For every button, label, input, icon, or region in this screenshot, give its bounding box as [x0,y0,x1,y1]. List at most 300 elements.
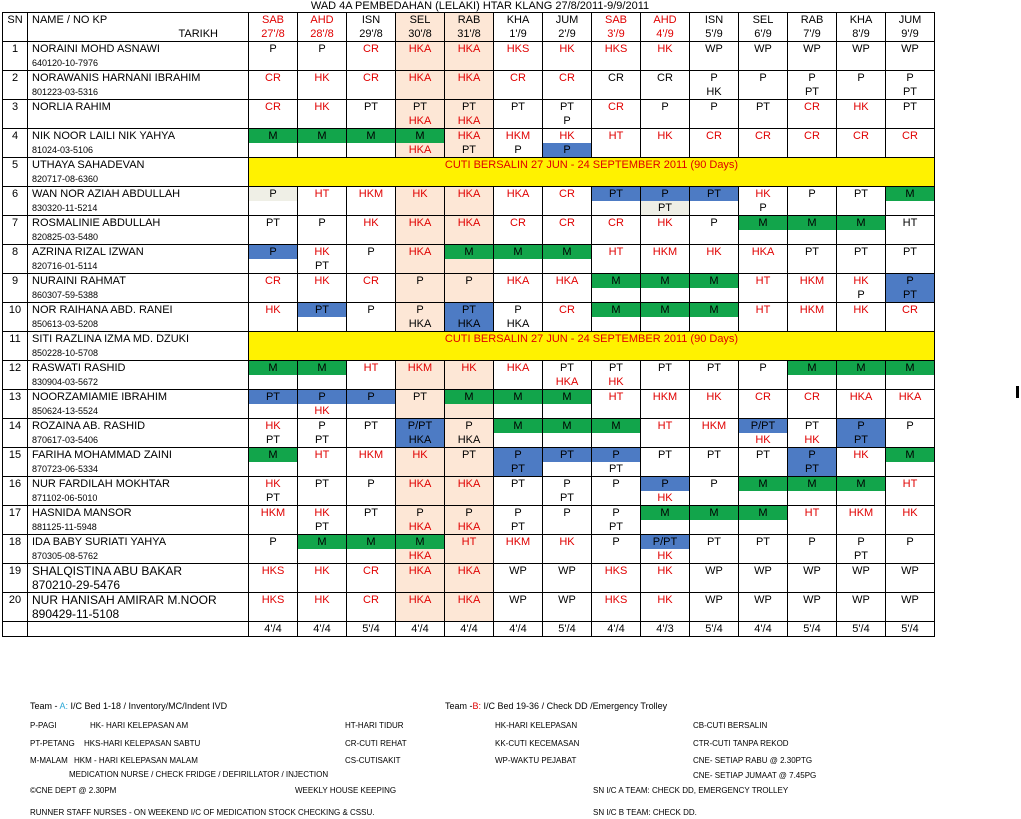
shift-cell [788,100,837,129]
shift-code: CR [363,275,379,287]
shift-code-second [886,607,934,621]
shift-cell [886,274,935,303]
shift-cell [543,477,592,506]
staff-name: NUR HANISAH AMIRAR M.NOOR [32,593,217,607]
shift-code-second: HKA [555,376,579,388]
shift-code-second [739,404,787,418]
shift-code-second [739,375,787,389]
shift-code: M [445,245,493,259]
shift-code-second [592,491,640,505]
staff-name: NOR RAIHANA ABD. RANEI [32,304,173,316]
shift-code: HKA [457,188,481,200]
shift-cell [886,129,935,158]
shift-code-second [592,607,640,621]
shift-code-second [690,549,738,563]
shift-code-second [445,288,493,302]
shift-cell [298,42,347,71]
day-date: 2'/9 [558,28,576,40]
shift-code: HKM [358,449,384,461]
shift-code: P [318,217,326,229]
shift-code: HK [657,43,673,55]
shift-code-second [298,578,346,592]
tally-cell [543,622,592,637]
shift-code-second: P [514,144,522,156]
shift-cell [494,419,543,448]
shift-code: M [543,419,591,433]
shift-code-second [641,114,689,128]
shift-code-second [494,607,542,621]
staff-name: WAN NOR AZIAH ABDULLAH [32,188,181,200]
shift-cell [445,477,494,506]
shift-code: HKS [604,565,628,577]
day-date: 9'/9 [901,28,919,40]
shift-cell [347,274,396,303]
shift-code-second [739,549,787,563]
shift-code-second [396,85,444,99]
shift-cell [690,245,739,274]
row-name [28,71,249,100]
staff-name: AZRINA RIZAL IZWAN [32,246,144,258]
shift-code-second [347,114,395,128]
shift-cell [298,477,347,506]
shift-code-second: PT [510,521,526,533]
shift-code: P [563,478,571,490]
table-row [3,274,935,303]
shift-cell [494,100,543,129]
shift-code: P [318,420,326,432]
row-sn [3,71,28,100]
shift-code-second [788,259,836,273]
shift-code: P [857,536,865,548]
shift-code: P [612,507,620,519]
shift-cell [347,187,396,216]
shift-code-second [494,114,542,128]
shift-cell [347,477,396,506]
shift-cell [445,303,494,332]
shift-code: M [739,506,787,520]
shift-cell [739,216,788,245]
shift-code: HKM [652,391,678,403]
staff-ic-number: 870617-03-5406 [32,435,99,445]
shift-cell [788,129,837,158]
shift-code-second [837,114,885,128]
staff-ic-number: 881125-11-5948 [32,522,97,532]
shift-code-second: PT [314,521,330,533]
shift-code-second [396,491,444,505]
shift-code-second [347,549,395,563]
row-sn [3,390,28,419]
shift-code: PT [690,187,738,201]
shift-cell [592,535,641,564]
shift-code-second [298,85,346,99]
shift-cell [396,506,445,535]
shift-cell [592,506,641,535]
shift-code-second [690,433,738,447]
shift-code: HKM [407,362,433,374]
header-spacer [3,27,27,41]
shift-cell [347,419,396,448]
shift-code: HK [755,188,771,200]
shift-code: P [298,390,346,404]
shift-code-second [739,288,787,302]
shift-code: HK [902,507,918,519]
shift-code-second [739,259,787,273]
shift-code: PT [853,246,869,258]
shift-code-second: PT [559,492,575,504]
shift-code: CR [853,130,869,142]
shift-code: HT [608,246,624,258]
shift-cell [249,303,298,332]
shift-cell [837,216,886,245]
shift-cell [298,390,347,419]
shift-code-second [298,491,346,505]
shift-code: HK [314,507,330,519]
shift-code: CR [755,391,771,403]
shift-code: HKM [358,188,384,200]
shift-code-second [445,404,493,418]
shift-cell [641,448,690,477]
shift-code: CR [559,188,575,200]
shift-cell [543,303,592,332]
shift-code: P [808,536,816,548]
shift-code-second: P [543,143,591,157]
shift-cell [641,419,690,448]
shift-code: HKA [457,478,481,490]
shift-code: HK [559,536,575,548]
shift-cell [396,535,445,564]
shift-code-second [837,56,885,70]
tally-cell [298,622,347,637]
shift-cell [396,477,445,506]
shift-cell [347,42,396,71]
shift-code: HKA [457,594,481,606]
day-name: SEL [409,14,431,26]
shift-code-second [641,578,689,592]
shift-code-second: PT [641,201,689,215]
shift-code: CR [363,72,379,84]
shift-code-second: HKA [506,318,530,330]
shift-cell [298,361,347,390]
shift-cell [249,419,298,448]
shift-code-second [886,578,934,592]
day-name: SAB [261,14,284,26]
shift-code-second [837,375,885,389]
shift-code: PT [559,362,575,374]
shift-code: CR [265,101,281,113]
shift-cell [494,361,543,390]
header-sn [3,13,28,42]
shift-code: M [396,129,444,143]
shift-cell [494,42,543,71]
shift-code: HKM [505,536,531,548]
shift-code: WP [852,594,870,606]
sn-spacer [3,607,27,621]
shift-code: P [906,72,914,84]
shift-code-second [886,259,934,273]
shift-code: WP [754,43,772,55]
shift-code: HT [314,188,330,200]
shift-cell [641,535,690,564]
row-name [28,332,249,361]
staff-ic-number: 640120-10-7976 [32,58,99,68]
sn-spacer [3,172,27,186]
shift-code: P [710,478,718,490]
shift-code: HKM [799,275,825,287]
staff-name: NORAWANIS HARNANI IBRAHIM [32,72,201,84]
shift-code-second [592,114,640,128]
shift-code-second [592,404,640,418]
staff-ic-number: 820716-01-5114 [32,261,98,271]
shift-cell [837,42,886,71]
shift-code-second [445,85,493,99]
tally-cell [494,622,543,637]
staff-name: ROSMALINIE ABDULLAH [32,217,161,229]
shift-cell [592,100,641,129]
shift-code: HKS [506,43,530,55]
shift-cell [837,477,886,506]
shift-code-second [494,375,542,389]
shift-cell [347,245,396,274]
table-row [3,477,935,506]
table-row [3,158,935,187]
tally-cell [788,622,837,637]
sn-number: 1 [11,43,19,55]
shift-cell [886,216,935,245]
row-sn [3,564,28,593]
shift-cell [690,506,739,535]
day-date: 5'/9 [705,28,723,40]
shift-cell [298,274,347,303]
shift-cell [788,216,837,245]
shift-cell [837,361,886,390]
shift-code: P/PT [739,419,787,433]
shift-code: HKA [457,565,481,577]
shift-code: CR [510,217,526,229]
shift-code: CR [706,130,722,142]
row-name [28,390,249,419]
shift-code: HKM [848,507,874,519]
shift-code: HT [902,478,918,490]
shift-code: HK [412,188,428,200]
row-sn [3,216,28,245]
shift-code-second: PT [788,462,836,476]
shift-code-second [592,201,640,215]
shift-code: HK [657,565,673,577]
shift-code: P [367,304,375,316]
shift-cell [788,448,837,477]
shift-code-second [886,56,934,70]
shift-cell [494,477,543,506]
shift-code-second: PT [608,463,624,475]
header-day-13 [886,13,935,42]
shift-code-second [837,143,885,157]
shift-code-second: HKA [457,115,481,127]
shift-code-second: HK [657,492,673,504]
row-sn [3,42,28,71]
row-name [28,158,249,187]
staff-ic-number: 830320-11-5214 [32,203,98,213]
tally-cell [592,622,641,637]
shift-code-second [298,114,346,128]
legend-cs: CS-CUTISAKIT [345,756,401,765]
day-date: 3'/9 [607,28,625,40]
shift-code-second [494,85,542,99]
shift-code: HKM [652,246,678,258]
shift-code: PT [592,187,640,201]
shift-code-second: HKA [408,115,432,127]
shift-code-second [837,404,885,418]
shift-code-second [788,143,836,157]
shift-code-second: HK [706,86,722,98]
shift-cell [592,448,641,477]
sn-spacer [3,230,27,244]
shift-code-second: PT [804,86,820,98]
shift-code-second [298,462,346,476]
row-sn [3,303,28,332]
sn-spacer [3,404,27,418]
shift-code-second: HK [657,550,673,562]
shift-cell [347,361,396,390]
shift-cell [396,71,445,100]
staff-ic-number: 850228-10-5708 [32,348,99,358]
shift-code: PT [755,536,771,548]
shift-cell [445,274,494,303]
shift-code: PT [706,362,722,374]
shift-code: P [494,448,542,462]
shift-code: HKS [261,565,285,577]
shift-cell [641,361,690,390]
shift-cell [298,419,347,448]
shift-cell [690,303,739,332]
shift-cell [543,535,592,564]
shift-cell [641,564,690,593]
tally-value: 5'/4 [901,623,919,635]
shift-code-second [788,317,836,331]
team-a-note: Team - A: I/C Bed 1-18 / Inventory/MC/Indent IVD [30,701,228,711]
header-day-11 [788,13,837,42]
row-name [28,245,249,274]
shift-cell [445,535,494,564]
shift-cell [445,245,494,274]
shift-code-second [690,259,738,273]
shift-cell [543,71,592,100]
shift-code: M [494,419,542,433]
shift-code-second [347,578,395,592]
shift-cell [445,361,494,390]
shift-code-second [445,230,493,244]
shift-cell [543,419,592,448]
shift-code: P [249,187,297,201]
shift-code-second [543,317,591,331]
shift-cell [543,187,592,216]
shift-code-second [886,549,934,563]
duty-roster-table [2,12,935,637]
shift-code: PT [853,188,869,200]
shift-cell [249,448,298,477]
shift-cell [837,129,886,158]
shift-code-second [641,56,689,70]
maternity-leave-banner [249,332,935,361]
shift-cell [592,245,641,274]
shift-cell [298,535,347,564]
shift-code: CR [902,130,918,142]
sn-spacer [3,259,27,273]
tally-value: 5'/4 [558,623,576,635]
shift-cell [837,419,886,448]
shift-code-second [396,56,444,70]
row-name [28,129,249,158]
header-day-7 [592,13,641,42]
table-row [3,593,935,622]
shift-code: P/PT [641,535,689,549]
shift-code: M [886,361,934,375]
team-b-note: Team -B: I/C Bed 19-36 / Check DD /Emergency Trolley [445,701,668,711]
shift-code: HT [363,362,379,374]
shift-code-second [494,201,542,215]
day-name: ISN [704,14,724,26]
shift-cell [445,448,494,477]
shift-cell [543,129,592,158]
shift-cell [592,42,641,71]
shift-code: HT [314,449,330,461]
shift-code-second [494,56,542,70]
sn-spacer [3,549,27,563]
shift-code: PT [902,101,918,113]
shift-code: HKA [457,217,481,229]
row-sn [3,187,28,216]
shift-cell [543,42,592,71]
shift-cell [396,448,445,477]
shift-cell [788,506,837,535]
shift-code: M [788,361,836,375]
tally-cell [347,622,396,637]
staff-name: NURAINI RAHMAT [32,275,126,287]
shift-cell [249,274,298,303]
shift-code-second: HKA [408,144,432,156]
shift-code-second [788,404,836,418]
shift-cell [298,245,347,274]
shift-cell [592,71,641,100]
shift-cell [396,361,445,390]
shift-cell [494,187,543,216]
shift-code: WP [901,594,919,606]
shift-code: P [710,72,718,84]
day-date: 4'/9 [656,28,674,40]
shift-code-second [347,375,395,389]
shift-cell [543,506,592,535]
shift-cell [298,593,347,622]
tally-value: 5'/4 [705,623,723,635]
shift-code-second [592,288,640,302]
shift-code: HK [706,391,722,403]
shift-cell [543,593,592,622]
day-name: ISN [361,14,381,26]
shift-code: PT [755,101,771,113]
shift-code-second [886,520,934,534]
shift-code-second [396,578,444,592]
row-name [28,564,249,593]
shift-code-second [347,56,395,70]
shift-cell [445,129,494,158]
shift-cell [886,448,935,477]
shift-code-second [886,143,934,157]
header-day-10 [739,13,788,42]
shift-cell [396,419,445,448]
shift-code: HT [755,304,771,316]
shift-code-second [592,56,640,70]
legend-hk-am: HK- HARI KELEPASAN AM [90,721,189,730]
sn-spacer [3,346,27,360]
